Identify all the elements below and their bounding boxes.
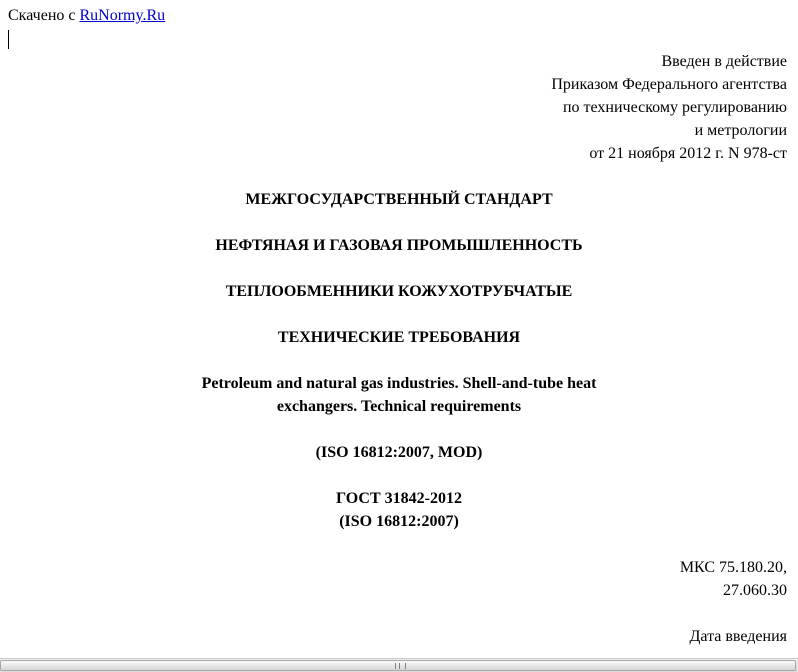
source-prefix: Скачено с <box>8 7 80 24</box>
effective-date-block <box>689 625 787 648</box>
english-title-line-2: exchangers. Technical requirements <box>276 398 522 415</box>
gost-iso-reference: (ISO 16812:2007) <box>339 513 459 530</box>
introduction-block <box>551 50 787 165</box>
gost-number: ГОСТ 31842-2012 <box>336 490 462 507</box>
runormy-link[interactable]: RuNormy.Ru <box>79 7 166 24</box>
mks-code-line: МКС 75.180.20, <box>679 559 787 576</box>
effective-date-label: Дата введения <box>689 628 787 645</box>
grip-icon <box>395 663 406 669</box>
horizontal-scrollbar[interactable] <box>0 658 798 672</box>
section-heading: ТЕХНИЧЕСКИЕ ТРЕБОВАНИЯ <box>277 329 521 346</box>
intro-line: от 21 ноября 2012 г. N 978-ст <box>589 145 787 162</box>
source-line <box>8 6 165 26</box>
text-cursor <box>8 30 9 49</box>
intro-line: Введен в действие <box>661 53 787 70</box>
english-title-line-1: Petroleum and natural gas industries. Shell-and-tube heat <box>201 375 597 392</box>
classification-block <box>680 556 787 602</box>
standard-type-heading: МЕЖГОСУДАРСТВЕННЫЙ СТАНДАРТ <box>245 191 553 208</box>
iso-reference: (ISO 16812:2007, MOD) <box>315 444 483 461</box>
industry-heading: НЕФТЯНАЯ И ГАЗОВАЯ ПРОМЫШЛЕННОСТЬ <box>215 237 583 254</box>
intro-line: Приказом Федерального агентства <box>551 76 787 93</box>
intro-line: и метрологии <box>694 122 787 139</box>
subject-heading: ТЕПЛООБМЕННИКИ КОЖУХОТРУБЧАТЫЕ <box>225 283 573 300</box>
mks-code-line: 27.060.30 <box>723 582 787 599</box>
intro-line: по техническому регулированию <box>562 99 787 116</box>
scrollbar-thumb[interactable] <box>0 660 796 671</box>
